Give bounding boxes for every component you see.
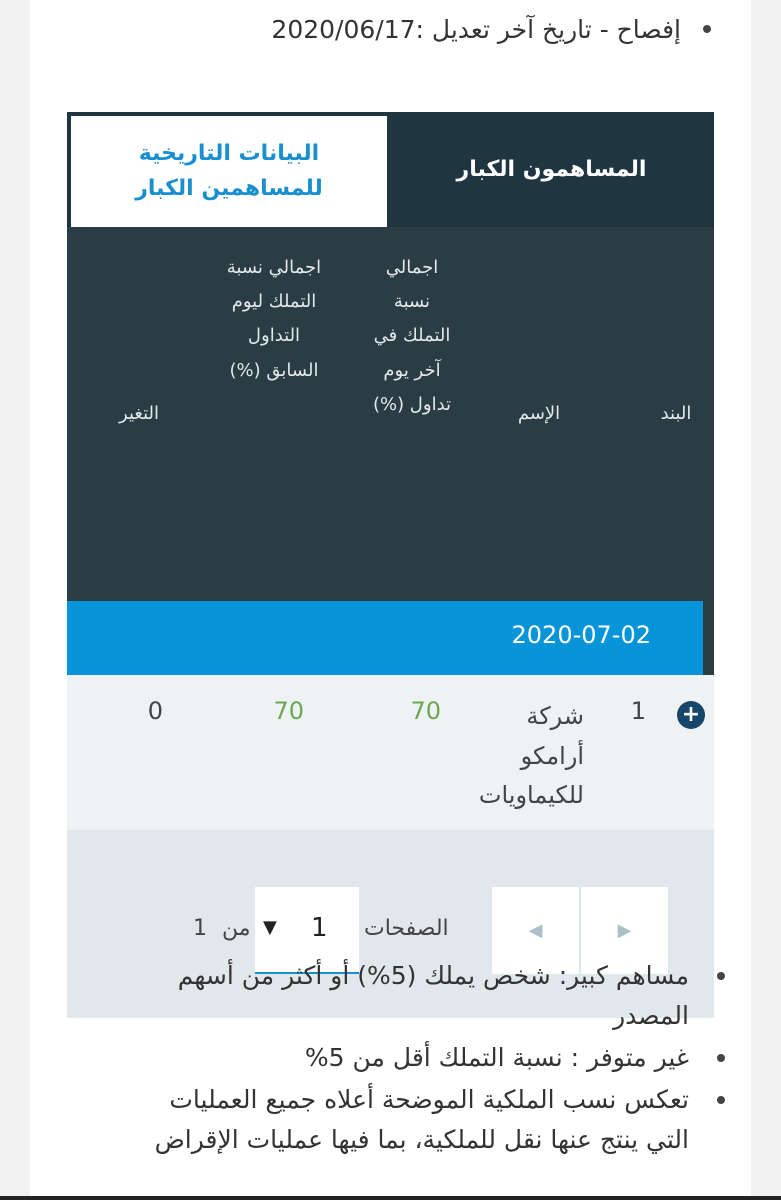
list-item <box>129 956 689 1036</box>
header-change: التغير <box>119 402 159 424</box>
bullet-icon <box>717 1054 725 1062</box>
disclosure-text: إفصاح - تاريخ آخر تعديل :2020/06/17 <box>271 15 681 44</box>
tabs-bar <box>67 112 714 227</box>
chevron-right-icon: ▶ <box>617 920 632 941</box>
caret-down-icon: ▼ <box>263 917 277 938</box>
bullet-icon <box>717 972 725 980</box>
cell-total-last-day: 70 <box>410 697 441 725</box>
pages-label: الصفحات <box>364 916 449 941</box>
table-header <box>67 227 714 601</box>
date-label: 2020-07-02 <box>511 621 651 649</box>
disclosure-note <box>151 10 711 50</box>
header-total-last-day: اجمالي نسبة التملك في آخر يوم تداول (%) <box>372 257 452 415</box>
chevron-left-icon: ◀ <box>528 920 543 941</box>
header-total-previous-day: اجمالي نسبة التملك ليوم التداول السابق (%) <box>226 257 322 381</box>
plus-circle-icon[interactable]: + <box>677 701 705 729</box>
cell-total-previous-day: 70 <box>273 697 304 725</box>
total-pages: 1 <box>193 916 207 941</box>
tab-historical-data[interactable]: البيانات التاريخية للمساهمين الكبار <box>71 116 387 227</box>
list-item <box>129 1038 689 1078</box>
note-text: غير متوفر : نسبة التملك أقل من 5% <box>304 1043 689 1072</box>
cell-item: 1 <box>630 697 646 725</box>
of-label: من <box>222 916 251 941</box>
header-item: البند <box>660 402 692 424</box>
current-page-value: 1 <box>311 913 328 943</box>
cell-name: شركة أرامكو للكيماويات <box>478 702 584 810</box>
table-row <box>67 675 714 830</box>
bullet-icon <box>717 1096 725 1104</box>
tab-major-shareholders[interactable]: المساهمون الكبار <box>456 157 647 182</box>
list-item <box>129 1080 689 1160</box>
bullet-icon <box>703 25 711 33</box>
date-group-row <box>67 601 703 675</box>
cell-change: 0 <box>147 697 163 725</box>
bottom-rule <box>0 1196 781 1200</box>
major-shareholders-panel <box>67 112 714 943</box>
note-text: تعكس نسب الملكية الموضحة أعلاه جميع العمليات التي ينتج عنها نقل للملكية، بما فيها عمليات الإقراض <box>154 1085 689 1154</box>
header-name: الإسم <box>517 402 561 424</box>
notes-list <box>129 956 689 1162</box>
note-text: مساهم كبير: شخص يملك (5%) أو أكثر من أسهم المصدر <box>177 961 689 1030</box>
